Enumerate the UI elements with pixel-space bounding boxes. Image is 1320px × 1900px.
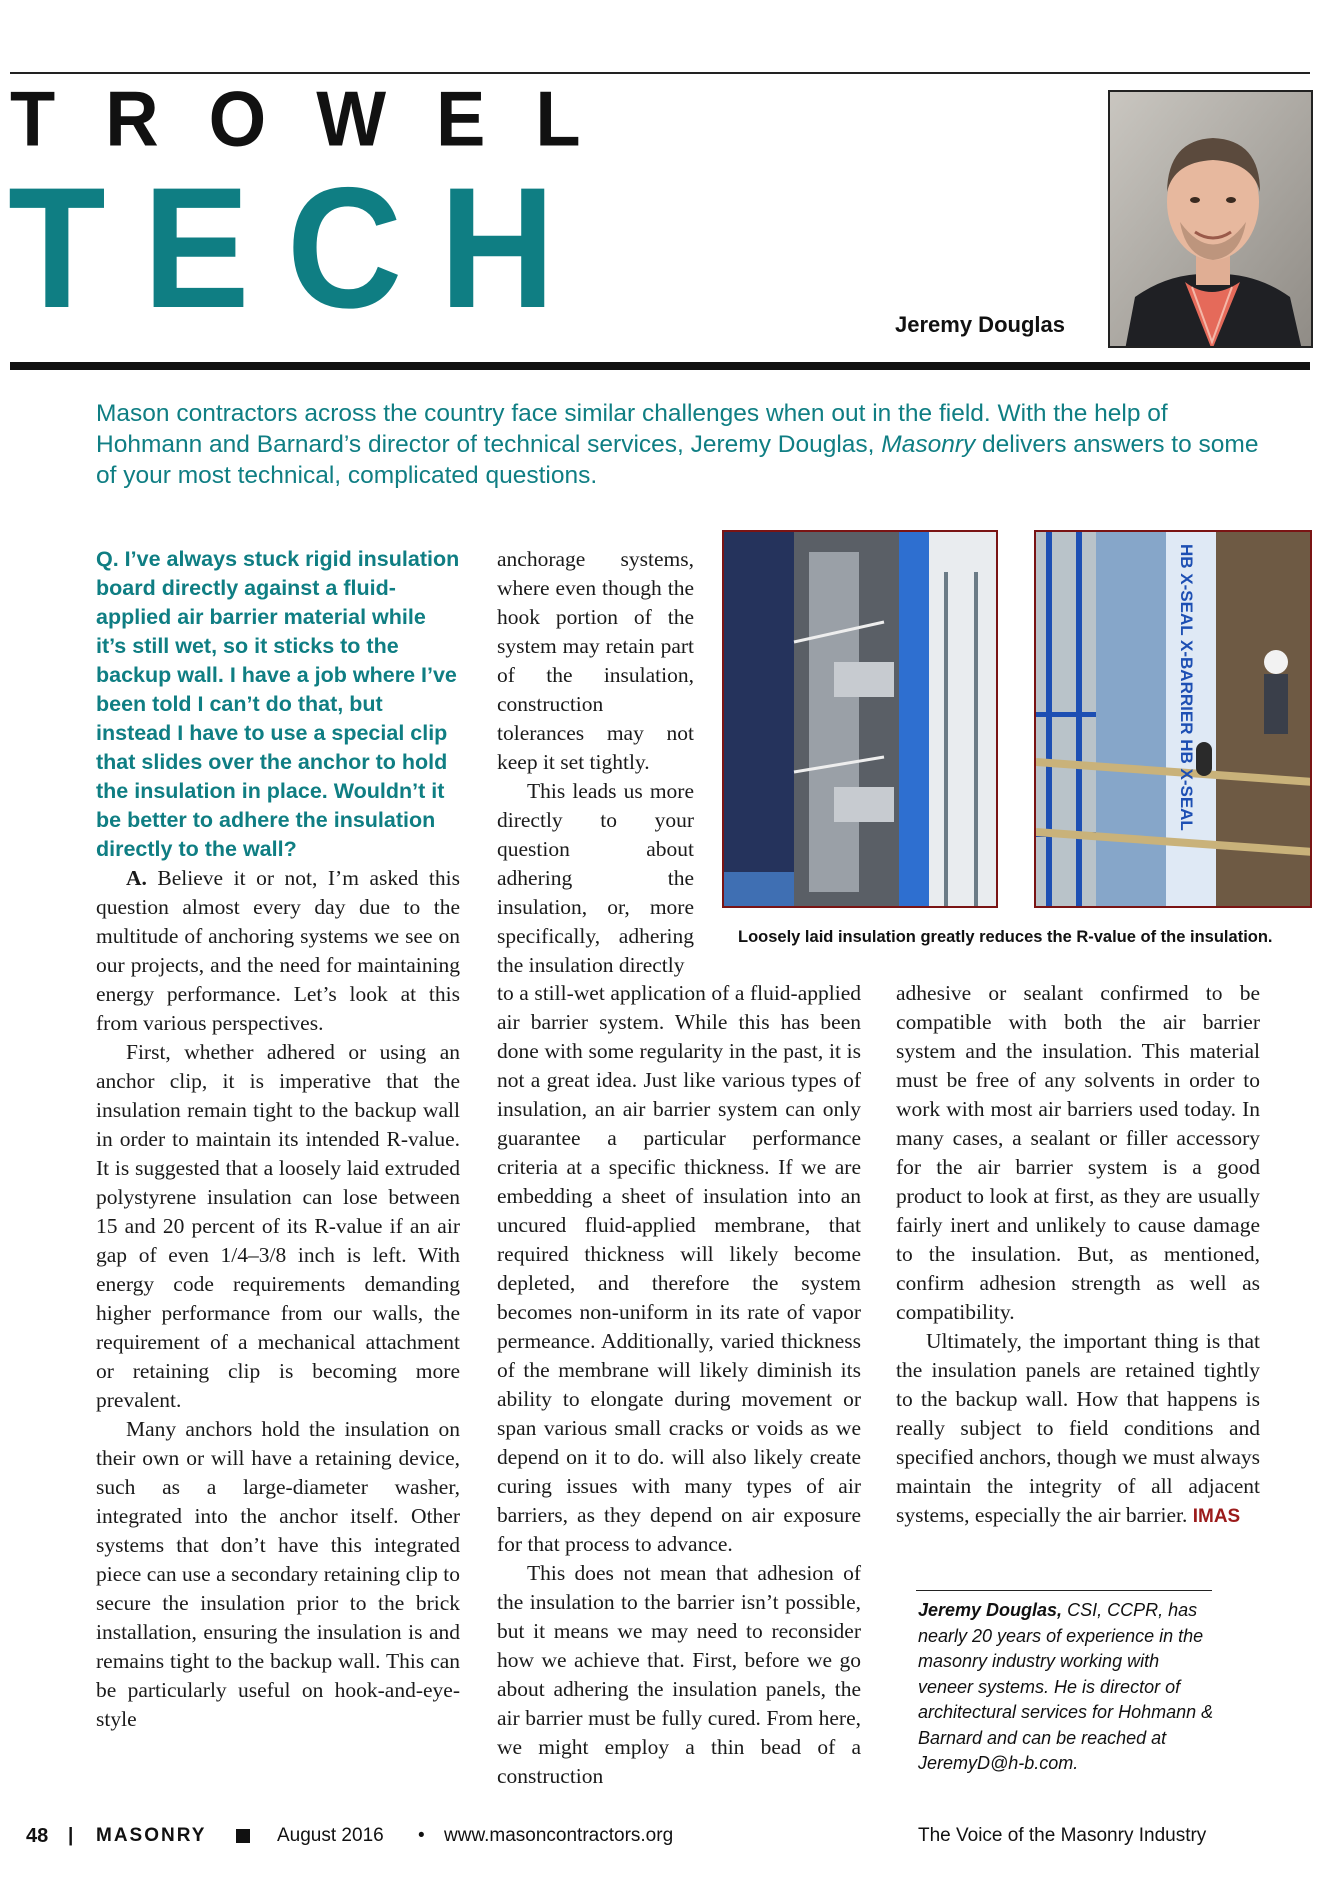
- bio-author-name: Jeremy Douglas,: [918, 1600, 1063, 1620]
- portrait-illustration: [1110, 92, 1313, 348]
- bio-text: CSI, CCPR, has nearly 20 years of experience in the masonry industry working with veneer systems. He is director of architectural services for Hohmann & Barnard and can be reached at JeremyD@h-b.com.: [918, 1600, 1214, 1773]
- column-2-transition-paragraph: This leads us more directly to your question about adhering the insulation, or, more specifically, adhering the insulation directly: [497, 779, 694, 977]
- article-column-2: [497, 979, 861, 1791]
- photo-anchor-illustration: [724, 532, 998, 908]
- author-name: Jeremy Douglas: [895, 312, 1065, 337]
- footer-issue-date: August 2016: [277, 1825, 384, 1846]
- answer-paragraph-3: Many anchors hold the insulation on their own or will have a retaining device, such as a large-diameter washer, integrated into the anchor itself. Other systems that don’t have this integrated piece can use a secondary retaining clip to secure the insulation prior to the brick installation, ensuring the insulation is and remains tight to the backup wall. This can be particularly useful on hook-and-eye-style: [96, 1417, 460, 1731]
- column-2-continued-paragraph: anchorage systems, where even though the hook portion of the system may retain part of the insulation, construction tolerances may not keep it set tightly.: [497, 547, 694, 774]
- bio-rule: [916, 1590, 1212, 1591]
- intro-magazine-name: Masonry: [881, 431, 976, 458]
- photo-air-barrier-panel: [1034, 530, 1312, 908]
- article-column-2-top: [497, 545, 694, 980]
- question-text: Q. I’ve always stuck rigid insulation board directly against a fluid-applied air barrier material while it’s still wet, so it sticks to the backup wall. I have a job where I’ve been told I can’t do that, but instead I have to use a special clip that slides over the anchor to hold the insulation in place. Wouldn’t it be better to adhere the insulation directly to the wall?: [96, 547, 460, 861]
- answer-paragraph-1: [96, 864, 460, 1038]
- column-2-paragraph-1: to a still-wet application of a fluid-applied air barrier system. While this has been done with some regularity in the past, it is not a great idea. Just like various types of insulation, an air barrier system can only guarantee a particular performance criteria at a specific thickness. If we are embedding a sheet of insulation into an uncured fluid-applied membrane, that required thickness will likely become depleted, and therefore the system becomes non-uniform in its rate of vapor permeance. Additionally, varied thickness of the membrane will likely diminish its ability to elongate during movement or span various small cracks or voids as we depend on it to do. will also likely create curing issues with many types of air barriers, as they depend on air exposure for that process to advance.: [497, 981, 861, 1556]
- top-rule: [10, 72, 1310, 74]
- imas-end-mark: IMAS: [1192, 1506, 1241, 1527]
- section-title-tech: TECH: [8, 152, 593, 344]
- section-title-trowel: TROWEL: [10, 74, 631, 163]
- column-3-paragraph-2-text: Ultimately, the important thing is that the insulation panels are retained tightly to the backup wall. How that happens is really subject to field conditions and specified anchors, though we must always maintain the integrity of all adjacent systems, especially the air barrier.: [896, 1329, 1260, 1527]
- intro-deck: [96, 398, 1276, 491]
- footer-tagline: The Voice of the Masonry Industry: [918, 1825, 1207, 1846]
- intro-text-start: Mason contractors across the country face similar challenges when out in the field. With the help of Hohmann and Barnard’s director of technical services, Jeremy Douglas,: [96, 400, 1168, 458]
- author-portrait: [1108, 90, 1313, 348]
- footer-magazine-name: MASONRY: [96, 1825, 207, 1846]
- photo-caption: Loosely laid insulation greatly reduces the R-value of the insulation.: [738, 928, 1273, 946]
- header-rule: [10, 362, 1310, 370]
- footer-square-icon: [236, 1829, 250, 1843]
- photo-air-barrier-illustration: [1036, 532, 1312, 908]
- intro-text-end: delivers answers to some of your most technical, complicated questions.: [96, 431, 1259, 489]
- footer-separator: |: [68, 1825, 74, 1846]
- answer-label: A.: [126, 866, 147, 890]
- footer-bullet: •: [418, 1825, 425, 1846]
- photo-anchor-insulation: [722, 530, 998, 908]
- article-column-3: [896, 979, 1260, 1531]
- page-number: 48: [26, 1825, 49, 1847]
- author-bio: [918, 1598, 1218, 1777]
- answer-paragraph-2: First, whether adhered or using an anchor clip, it is imperative that the insulation remain tight to the backup wall in order to maintain its intended R-value. It is suggested that a loosely laid extruded polystyrene insulation can lose between 15 and 20 percent of its R-value if an air gap of even 1/4–3/8 inch is left. With energy code requirements demanding higher performance from our walls, the requirement of a mechanical attachment or retaining clip is becoming more prevalent.: [96, 1040, 460, 1412]
- article-column-1: [96, 545, 460, 1734]
- column-3-paragraph-2: [896, 1327, 1260, 1531]
- column-2-paragraph-2: This does not mean that adhesion of the insulation to the barrier isn’t possible, but it means we may need to reconsider how we achieve that. First, before we go about adhering the insulation panels, the air barrier must be fully cured. From here, we might employ a thin bead of a construction: [497, 1561, 861, 1788]
- answer-paragraph-1-text: Believe it or not, I’m asked this question almost every day due to the multitude of anchoring systems we see on our projects, and the need for maintaining energy performance. Let’s look at this from various perspectives.: [96, 866, 460, 1035]
- panel-brand-text: HB X-SEAL X-BARRIER HB X-SEAL: [1177, 544, 1196, 831]
- footer-website-link[interactable]: www.masoncontractors.org: [444, 1825, 674, 1846]
- column-3-paragraph-1: adhesive or sealant confirmed to be compatible with both the air barrier system and the insulation. This material must be free of any solvents in order to work with most air barriers used today. In many cases, a sealant or filler accessory for the air barrier system is a good product to look at first, as they are usually fairly inert and unlikely to cause damage to the insulation. But, as mentioned, confirm adhesion strength as well as compatibility.: [896, 981, 1260, 1324]
